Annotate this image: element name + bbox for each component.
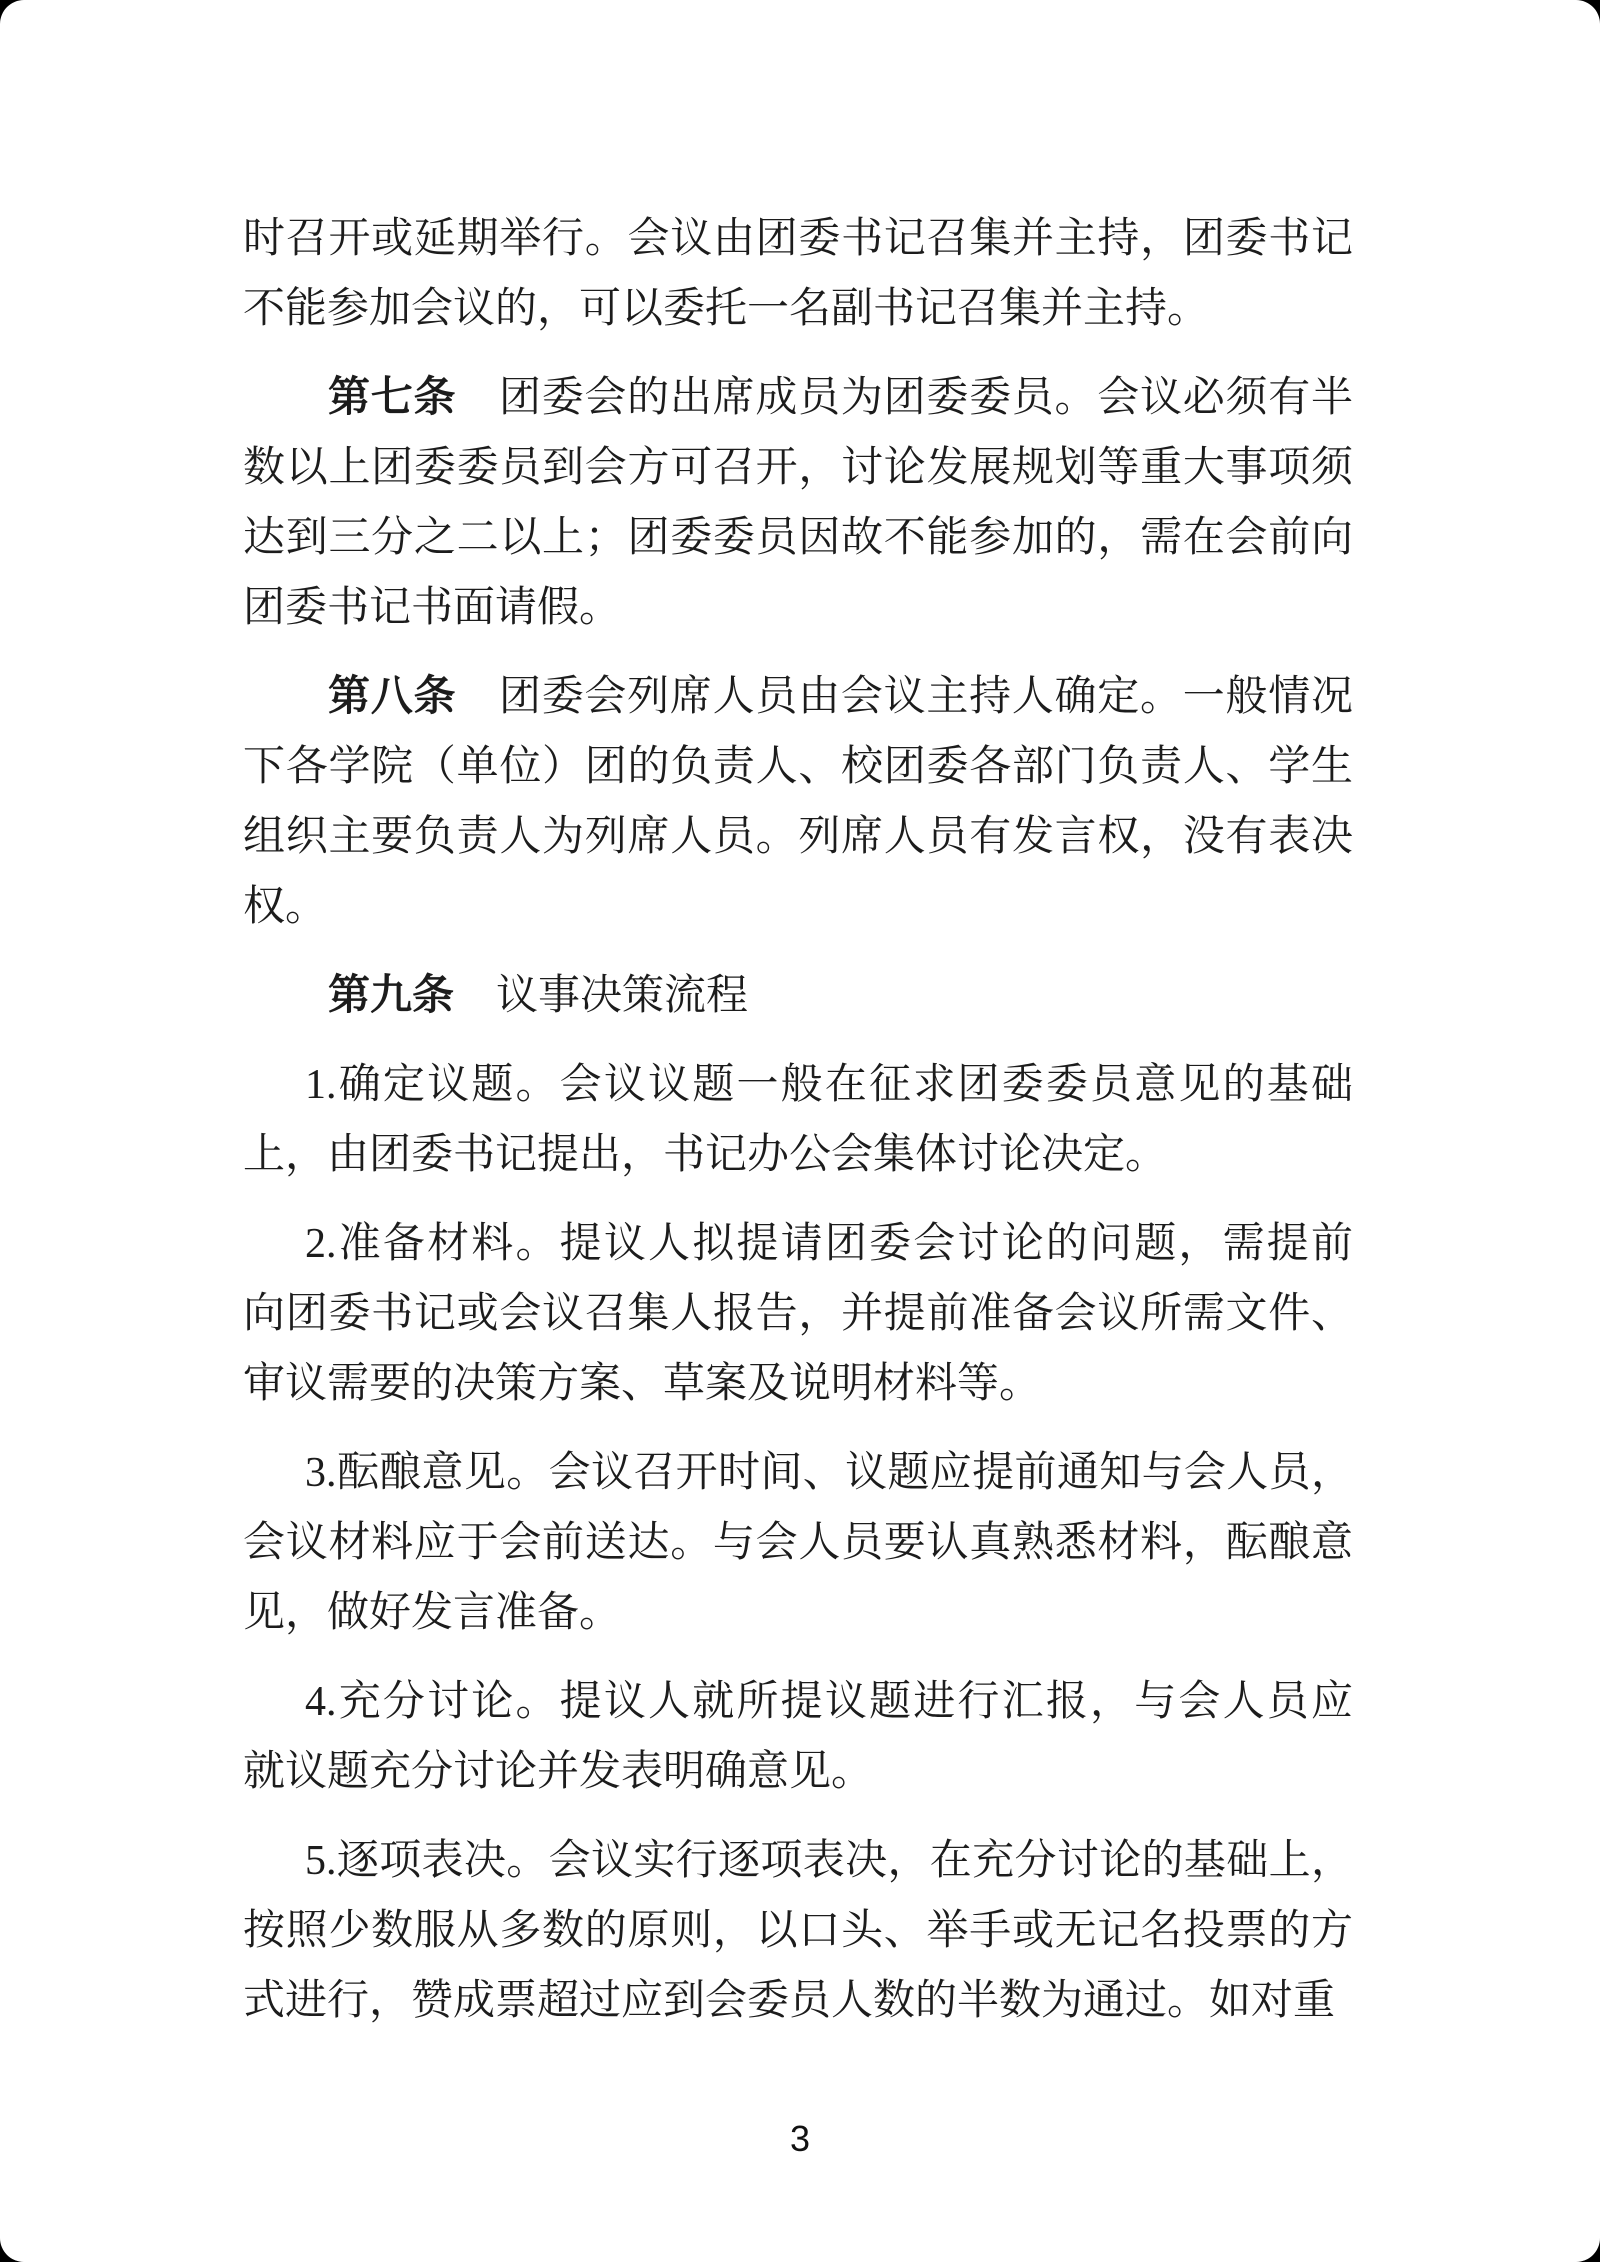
text-line: [243, 1050, 1353, 1120]
text-line: [243, 1737, 1353, 1807]
paragraph-numbered: [243, 1209, 1353, 1419]
paragraph-numbered: [243, 1667, 1353, 1807]
article-heading-run: 第八条: [328, 674, 457, 720]
document-body: [243, 204, 1353, 2036]
text-line: [243, 961, 1353, 1031]
paragraph-article: [243, 363, 1353, 643]
text-line: [243, 363, 1353, 433]
text-run: 2.准备材料。提议人拟提请团委会讨论的问题，需提前: [305, 1221, 1353, 1267]
text-line: [243, 1826, 1353, 1896]
paragraph-numbered: [243, 1826, 1353, 2036]
page-number: 3: [789, 2118, 811, 2159]
paragraph-continuation: [243, 204, 1353, 344]
text-line: [243, 1279, 1353, 1349]
text-line: [243, 872, 1353, 942]
text-run: 按照少数服从多数的原则，以口头、举手或无记名投票的方: [243, 1908, 1353, 1954]
text-run: 团委会列席人员由会议主持人确定。一般情况: [456, 674, 1353, 720]
paragraph-numbered: [243, 1050, 1353, 1190]
text-line: [243, 1120, 1353, 1190]
text-run: 团委书记书面请假。: [243, 585, 622, 631]
text-line: [243, 662, 1353, 732]
text-run: 见，做好发言准备。: [243, 1590, 622, 1636]
text-run: 审议需要的决策方案、草案及说明材料等。: [243, 1361, 1042, 1407]
text-run: 4.充分讨论。提议人就所提议题进行汇报，与会人员应: [305, 1679, 1353, 1725]
text-run: 就议题充分讨论并发表明确意见。: [243, 1749, 874, 1795]
text-line: [243, 204, 1353, 274]
paragraph-numbered: [243, 1438, 1353, 1648]
text-run: 达到三分之二以上；团委委员因故不能参加的，需在会前向: [243, 515, 1353, 561]
text-run: 组织主要负责人为列席人员。列席人员有发言权，没有表决: [243, 814, 1353, 860]
text-line: [243, 274, 1353, 344]
text-line: [243, 1896, 1353, 1966]
text-line: [243, 1578, 1353, 1648]
text-line: [243, 802, 1353, 872]
text-line: [243, 573, 1353, 643]
text-line: [243, 1667, 1353, 1737]
text-line: [243, 732, 1353, 802]
text-run: 团委会的出席成员为团委委员。会议必须有半: [456, 375, 1353, 421]
text-run: 议事决策流程: [454, 973, 749, 1019]
text-run: 3.酝酿意见。会议召开时间、议题应提前通知与会人员，: [305, 1450, 1353, 1496]
text-run: 上，由团委书记提出，书记办公会集体讨论决定。: [243, 1132, 1168, 1178]
text-run: 1.确定议题。会议议题一般在征求团委委员意见的基础: [305, 1062, 1353, 1108]
article-heading-run: 第九条: [328, 973, 455, 1019]
text-run: 权。: [243, 884, 328, 930]
paragraph-article: [243, 662, 1353, 942]
text-run: 5.逐项表决。会议实行逐项表决，在充分讨论的基础上，: [305, 1838, 1353, 1884]
text-run: 不能参加会议的，可以委托一名副书记召集并主持。: [243, 286, 1210, 332]
text-line: [243, 503, 1353, 573]
text-line: [243, 1508, 1353, 1578]
text-line: [243, 1349, 1353, 1419]
text-run: 时召开或延期举行。会议由团委书记召集并主持，团委书记: [243, 216, 1353, 262]
article-heading-run: 第七条: [328, 375, 457, 421]
paragraph-article: [243, 961, 1353, 1031]
text-line: [243, 1966, 1353, 2036]
text-run: 向团委书记或会议召集人报告，并提前准备会议所需文件、: [243, 1291, 1353, 1337]
text-line: [243, 1438, 1353, 1508]
text-line: [243, 433, 1353, 503]
text-line: [243, 1209, 1353, 1279]
text-run: 式进行，赞成票超过应到会委员人数的半数为通过。如对重: [243, 1978, 1336, 2024]
text-run: 会议材料应于会前送达。与会人员要认真熟悉材料，酝酿意: [243, 1520, 1353, 1566]
text-run: 下各学院（单位）团的负责人、校团委各部门负责人、学生: [243, 744, 1353, 790]
text-run: 数以上团委委员到会方可召开，讨论发展规划等重大事项须: [243, 445, 1353, 491]
